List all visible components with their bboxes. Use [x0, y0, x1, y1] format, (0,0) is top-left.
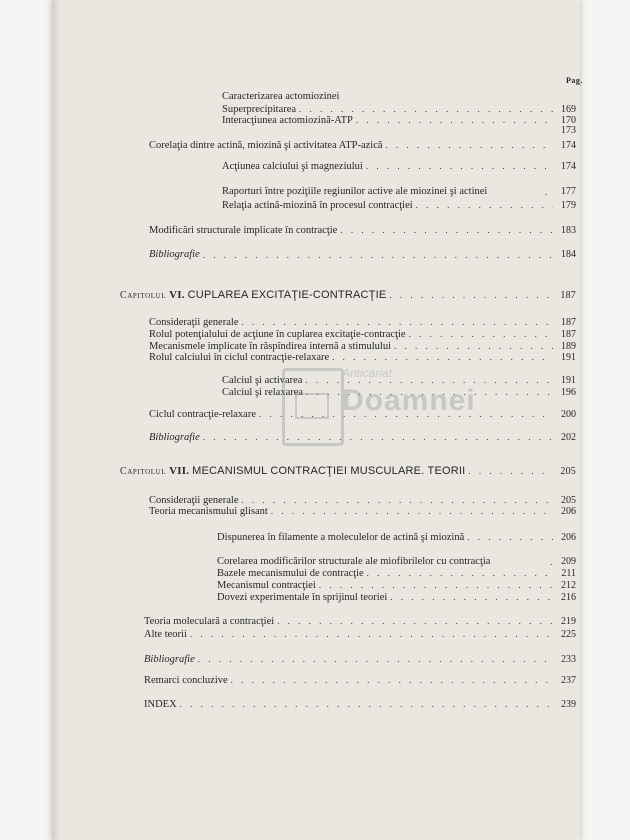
toc-entry: Mecanismul contracţiei . . . 212 [217, 578, 576, 592]
toc-entry: Ciclul contracţie-relaxare . . . 200 [149, 407, 576, 421]
toc-entry: Bibliografie . . . 233 [144, 652, 576, 666]
watermark-logo-icon [282, 368, 344, 446]
toc-entry: Corelaţia dintre actină, miozină şi activitatea ATP-azică . . . 174 [149, 138, 576, 152]
toc-entry: Remarci concluzive . . . 237 [144, 673, 576, 687]
toc-entry: Consideraţii generale . . . 205 [149, 493, 576, 507]
toc-entry: Acţiunea calciului şi magneziului . . . 174 [222, 159, 576, 173]
book-page [52, 0, 583, 840]
chapter-heading: Capitolul VI. CUPLAREA EXCITAŢIE-CONTRACŢIE . . . 187 [120, 288, 576, 302]
toc-entry: Dovezi experimentale în sprijinul teoriei . . . 216 [217, 590, 576, 604]
toc-entry: Relaţia actină-miozină în procesul contracţiei . . . 179 [222, 198, 576, 212]
toc-entry: Rolul calciului în ciclul contracţie-relaxare . . . 191 [149, 350, 576, 364]
toc-entry: Teoria moleculară a contracţiei . . . 219 [144, 614, 576, 628]
toc-entry: INDEX . . . 239 [144, 697, 576, 711]
toc-entry: Superprecipitarea . . . 169 [222, 102, 576, 116]
toc-entry: Rolul potenţialului de acţiune în cuplarea excitaţie-contracţie . . . 187 [149, 327, 576, 341]
toc-entry: Teoria mecanismului glisant . . . 206 [149, 504, 576, 518]
toc-entry: Bibliografie . . . 202 [149, 430, 576, 444]
toc-entry: Interacţiunea actomiozină-ATP . . . 170 [222, 113, 576, 127]
watermark-top-text: Anticariat [342, 366, 393, 380]
page-column-label: Pag. [566, 76, 583, 85]
watermark-main-text: Doamnei [342, 384, 476, 417]
toc-entry: Dispunerea în filamente a moleculelor de actină şi miozină . . . 206 [217, 530, 576, 544]
toc-entry: Consideraţii generale . . . 187 [149, 315, 576, 329]
toc-entry: Raporturi între poziţiile regiunilor active ale miozinei şi actinei . . . 177 [222, 172, 576, 198]
toc-entry: Calciul şi activarea . . . 191 [222, 373, 576, 387]
toc-entry: Calciul şi relaxarea . . . 196 [222, 385, 576, 399]
page-number: 173 [561, 125, 576, 136]
toc-entry: Caracterizarea actomiozinei [222, 91, 340, 102]
toc-entry: Corelarea modificărilor structurale ale miofibrilelor cu contracţia . . . 209 [217, 542, 576, 568]
toc-entry: Alte teorii . . . 225 [144, 627, 576, 641]
toc-entry: Mecanismele implicate în răspîndirea internă a stimulului . . . 189 [149, 339, 576, 353]
toc-entry: Bazele mecanismului de contracţie . . . 211 [217, 566, 576, 580]
chapter-heading: Capitolul VII. MECANISMUL CONTRACŢIEI MUSCULARE. TEORII . . . 205 [120, 464, 576, 478]
toc-entry: Bibliografie . . . 184 [149, 240, 576, 262]
toc-entry: Modificări structurale implicate în contracţie . . . 183 [149, 223, 576, 237]
